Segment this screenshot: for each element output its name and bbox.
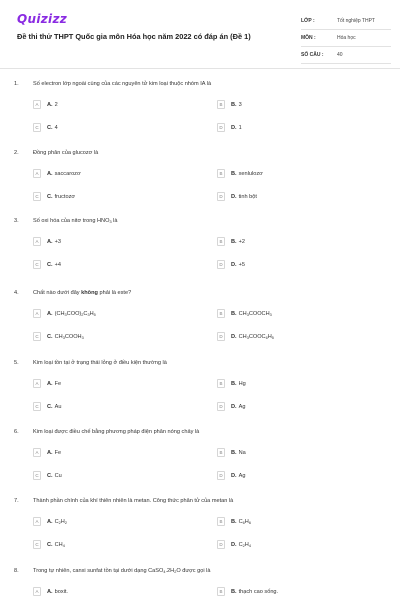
answer-option-b[interactable] [217,99,242,110]
option-text: C. $CH_3COOH_3$ [47,333,84,340]
option-badge: A [33,587,41,596]
worksheet-title: Đề thi thử THPT Quốc gia môn Hóa học năm 2022 có đáp án (Đề 1) [17,32,251,41]
option-text: D. tinh bột [231,193,257,200]
option-text: B. xenlulozơ [231,170,263,177]
answer-option-a[interactable] [33,236,61,247]
option-text: B. Hg [231,380,246,387]
answer-option-c[interactable] [33,539,65,550]
option-badge: C [33,123,41,132]
answer-option-d[interactable] [217,401,245,412]
option-text: A. Fe [47,449,62,456]
answer-option-d[interactable] [217,470,245,481]
meta-value: 40 [337,52,343,58]
question-number: 6. [14,429,19,435]
option-badge: C [33,402,41,411]
answer-option-d[interactable] [217,331,274,342]
option-text: A. $(CH_3COO)_2C_3H_5$ [47,310,96,317]
meta-value: Tốt nghiệp THPT [337,18,375,24]
option-badge: B [217,587,225,596]
option-badge: D [217,402,225,411]
option-text: B. 3 [231,101,242,108]
option-badge: B [217,100,225,109]
option-badge: A [33,379,41,388]
answer-option-d[interactable] [217,191,257,202]
answer-option-a[interactable] [33,378,61,389]
option-text: C. fructozơ [47,193,76,200]
option-text: A. 2 [47,101,58,108]
option-text: C. Au [47,403,62,410]
answer-option-a[interactable] [33,168,81,179]
quizizz-logo: Quizizz [17,12,68,26]
meta-key: SỐ CÂU : [301,52,324,58]
answer-option-a[interactable] [33,516,67,527]
option-text: C. $CH_4$ [47,541,65,548]
answer-option-c[interactable] [33,470,62,481]
answer-option-d[interactable] [217,122,242,133]
option-text: A. $C_2H_2$ [47,518,67,525]
answer-option-a[interactable] [33,586,68,597]
option-text: B. thạch cao sống. [231,588,279,595]
answer-option-d[interactable] [217,259,245,270]
option-text: A. +3 [47,238,61,245]
question-text: Số oxi hóa của nitơ trong $HNO_3$ là [33,218,118,224]
option-text: A. saccarozơ [47,170,81,177]
option-text: B. $C_6H_6$ [231,518,251,525]
option-badge: B [217,309,225,318]
answer-option-b[interactable] [217,516,251,527]
question-text: Chất nào dưới đây không phải là este? [33,290,132,296]
option-badge: D [217,260,225,269]
answer-option-b[interactable] [217,586,278,597]
answer-option-c[interactable] [33,401,61,412]
option-text: D. $CH_3COOC_6H_5$ [231,333,274,340]
answer-option-a[interactable] [33,308,96,319]
question-number: 1. [14,81,19,87]
header-divider [0,68,400,69]
option-badge: C [33,471,41,480]
option-text: A. Fe [47,380,62,387]
question-text: Kim loại tồn tại ở trạng thái lỏng ở điều kiện thường là [33,360,167,366]
question-number: 3. [14,218,19,224]
option-badge: B [217,517,225,526]
option-text: B. $CH_3COOCH_3$ [231,310,272,317]
meta-row-subject [301,30,391,47]
option-badge: C [33,192,41,201]
answer-option-c[interactable] [33,191,75,202]
answer-option-c[interactable] [33,331,84,342]
option-text: D. +5 [231,261,245,268]
question-number: 5. [14,360,19,366]
answer-option-d[interactable] [217,539,251,550]
option-badge: B [217,237,225,246]
answer-option-b[interactable] [217,378,246,389]
option-text: B. +2 [231,238,245,245]
meta-row-class [301,13,391,30]
option-badge: B [217,379,225,388]
option-badge: C [33,260,41,269]
option-badge: A [33,237,41,246]
meta-key: MÔN : [301,35,316,41]
option-text: D. Ag [231,403,246,410]
option-badge: A [33,517,41,526]
answer-option-a[interactable] [33,99,58,110]
answer-option-a[interactable] [33,447,61,458]
option-text: C. 4 [47,124,58,131]
option-badge: C [33,332,41,341]
option-badge: A [33,448,41,457]
option-text: B. Na [231,449,246,456]
worksheet-meta [301,13,391,64]
option-badge: D [217,540,225,549]
question-number: 8. [14,568,19,574]
option-badge: A [33,100,41,109]
option-badge: D [217,123,225,132]
worksheet-header [0,0,400,66]
question-number: 4. [14,290,19,296]
option-badge: D [217,471,225,480]
meta-row-count [301,47,391,64]
question-text: Trong tự nhiên, canxi sunfat tồn tại dưới dạng $CaSO_4.2H_2O$ được gọi là [33,568,211,574]
answer-option-c[interactable] [33,122,58,133]
answer-option-c[interactable] [33,259,61,270]
option-text: D. 1 [231,124,242,131]
question-text: Số electron lớp ngoài cùng của các nguyên tử kim loại thuộc nhóm IA là [33,81,212,87]
answer-option-b[interactable] [217,168,263,179]
option-badge: A [33,309,41,318]
question-number: 7. [14,498,19,504]
answer-option-b[interactable] [217,447,246,458]
answer-option-b[interactable] [217,308,272,319]
option-badge: B [217,169,225,178]
option-badge: C [33,540,41,549]
option-badge: A [33,169,41,178]
option-badge: B [217,448,225,457]
question-text: Kim loại được điều chế bằng phương pháp điện phân nóng chảy là [33,429,200,435]
question-text: Đồng phân của glucozơ là [33,150,99,156]
option-text: C. Cu [47,472,62,479]
option-text: A. boxit. [47,588,68,595]
option-badge: D [217,192,225,201]
meta-key: LỚP : [301,18,315,24]
option-text: C. +4 [47,261,61,268]
meta-value: Hóa học [337,35,356,41]
option-badge: D [217,332,225,341]
option-text: D. Ag [231,472,246,479]
option-text: D. $C_2H_4$ [231,541,251,548]
question-text: Thành phần chính của khí thiên nhiên là metan. Công thức phân tử của metan là [33,498,234,504]
question-number: 2. [14,150,19,156]
answer-option-b[interactable] [217,236,245,247]
